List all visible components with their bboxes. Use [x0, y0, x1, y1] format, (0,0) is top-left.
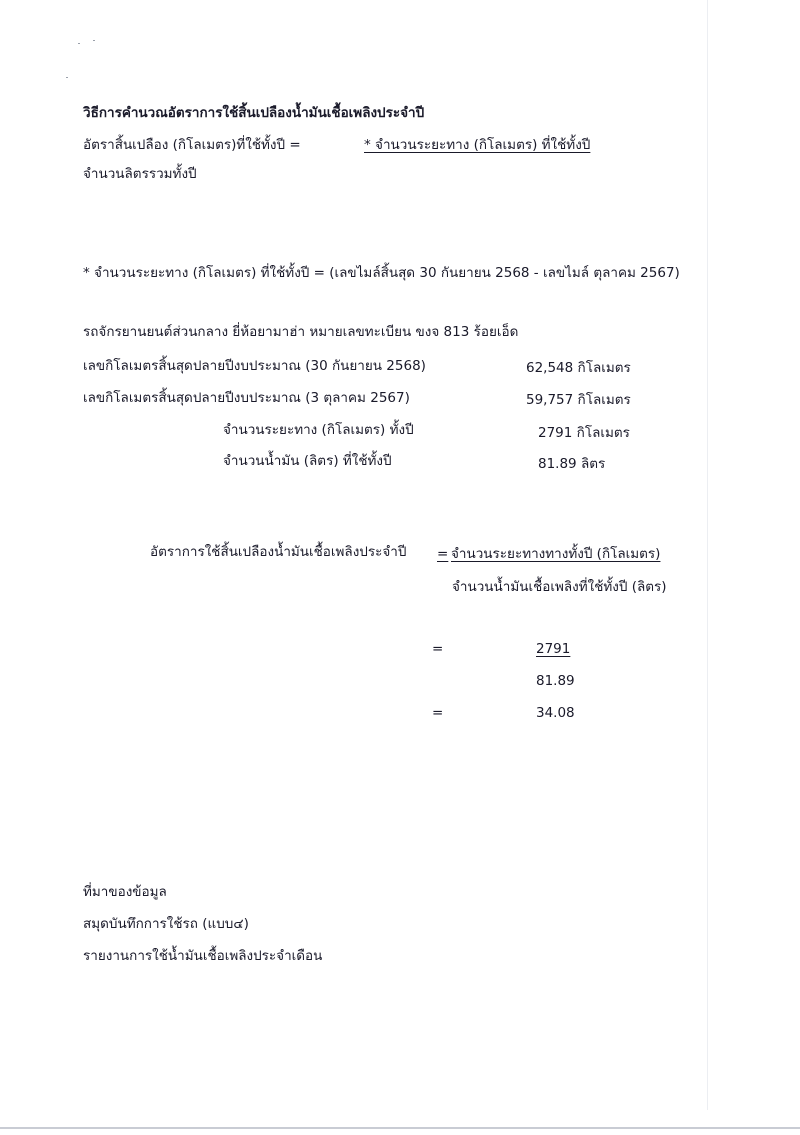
rate-label: อัตราการใช้สิ้นเปลืองน้ำมันเชื้อเพลิงประจำปี [150, 544, 407, 560]
vehicle-description: รถจักรยานยนต์ส่วนกลาง ยี่ห้อยามาฮ่า หมายเลขทะเบียน ขงจ 813 ร้อยเอ็ด [83, 324, 519, 340]
reading-label: จำนวนน้ำมัน (ลิตร) ที่ใช้ทั้งปี [223, 453, 392, 469]
calc-result: 34.08 [536, 705, 575, 721]
reading-value: 81.89 ลิตร [538, 456, 606, 472]
source-heading: ที่มาของข้อมูล [83, 884, 167, 900]
reading-value: 62,548 กิโลเมตร [526, 360, 631, 376]
source-item: สมุดบันทึกการใช้รถ (แบบ๔) [83, 916, 249, 932]
reading-label: จำนวนระยะทาง (กิโลเมตร) ทั้งปี [223, 422, 414, 438]
rate-denominator: จำนวนน้ำมันเชื้อเพลิงที่ใช้ทั้งปี (ลิตร) [452, 579, 667, 595]
scan-edge-bottom [0, 1127, 800, 1129]
reading-label: เลขกิโลเมตรสิ้นสุดปลายปีงบประมาณ (3 ตุลาคม 2567) [83, 390, 410, 406]
calc-denominator: 81.89 [536, 673, 575, 689]
formula-lhs: อัตราสิ้นเปลือง (กิโลเมตร)ที่ใช้ทั้งปี = [83, 137, 301, 153]
scan-speck [93, 40, 95, 41]
calc-numerator: 2791 [536, 641, 571, 657]
formula-numerator: * จำนวนระยะทาง (กิโลเมตร) ที่ใช้ทั้งปี [364, 137, 591, 153]
reading-label: เลขกิโลเมตรสิ้นสุดปลายปีงบประมาณ (30 กันยายน 2568) [83, 358, 426, 374]
reading-value: 59,757 กิโลเมตร [526, 392, 631, 408]
formula-denominator: จำนวนลิตรรวมทั้งปี [83, 166, 197, 182]
scan-edge [707, 0, 708, 1110]
source-item: รายงานการใช้น้ำมันเชื้อเพลิงประจำเดือน [83, 948, 323, 964]
document-title: วิธีการคำนวณอัตราการใช้สิ้นเปลืองน้ำมันเชื้อเพลิงประจำปี [83, 105, 425, 121]
rate-equals: = [437, 546, 449, 562]
calc-equals: = [432, 705, 444, 721]
scan-speck [66, 77, 68, 78]
reading-value: 2791 กิโลเมตร [538, 425, 630, 441]
calc-equals: = [432, 641, 444, 657]
rate-numerator: จำนวนระยะทางทางทั้งปี (กิโลเมตร) [451, 546, 661, 562]
scan-speck [78, 43, 80, 44]
distance-footnote: * จำนวนระยะทาง (กิโลเมตร) ที่ใช้ทั้งปี = (เลขไมล์สิ้นสุด 30 กันยายน 2568 - เลขไมล์ ตุลาคม 2567) [83, 265, 680, 281]
